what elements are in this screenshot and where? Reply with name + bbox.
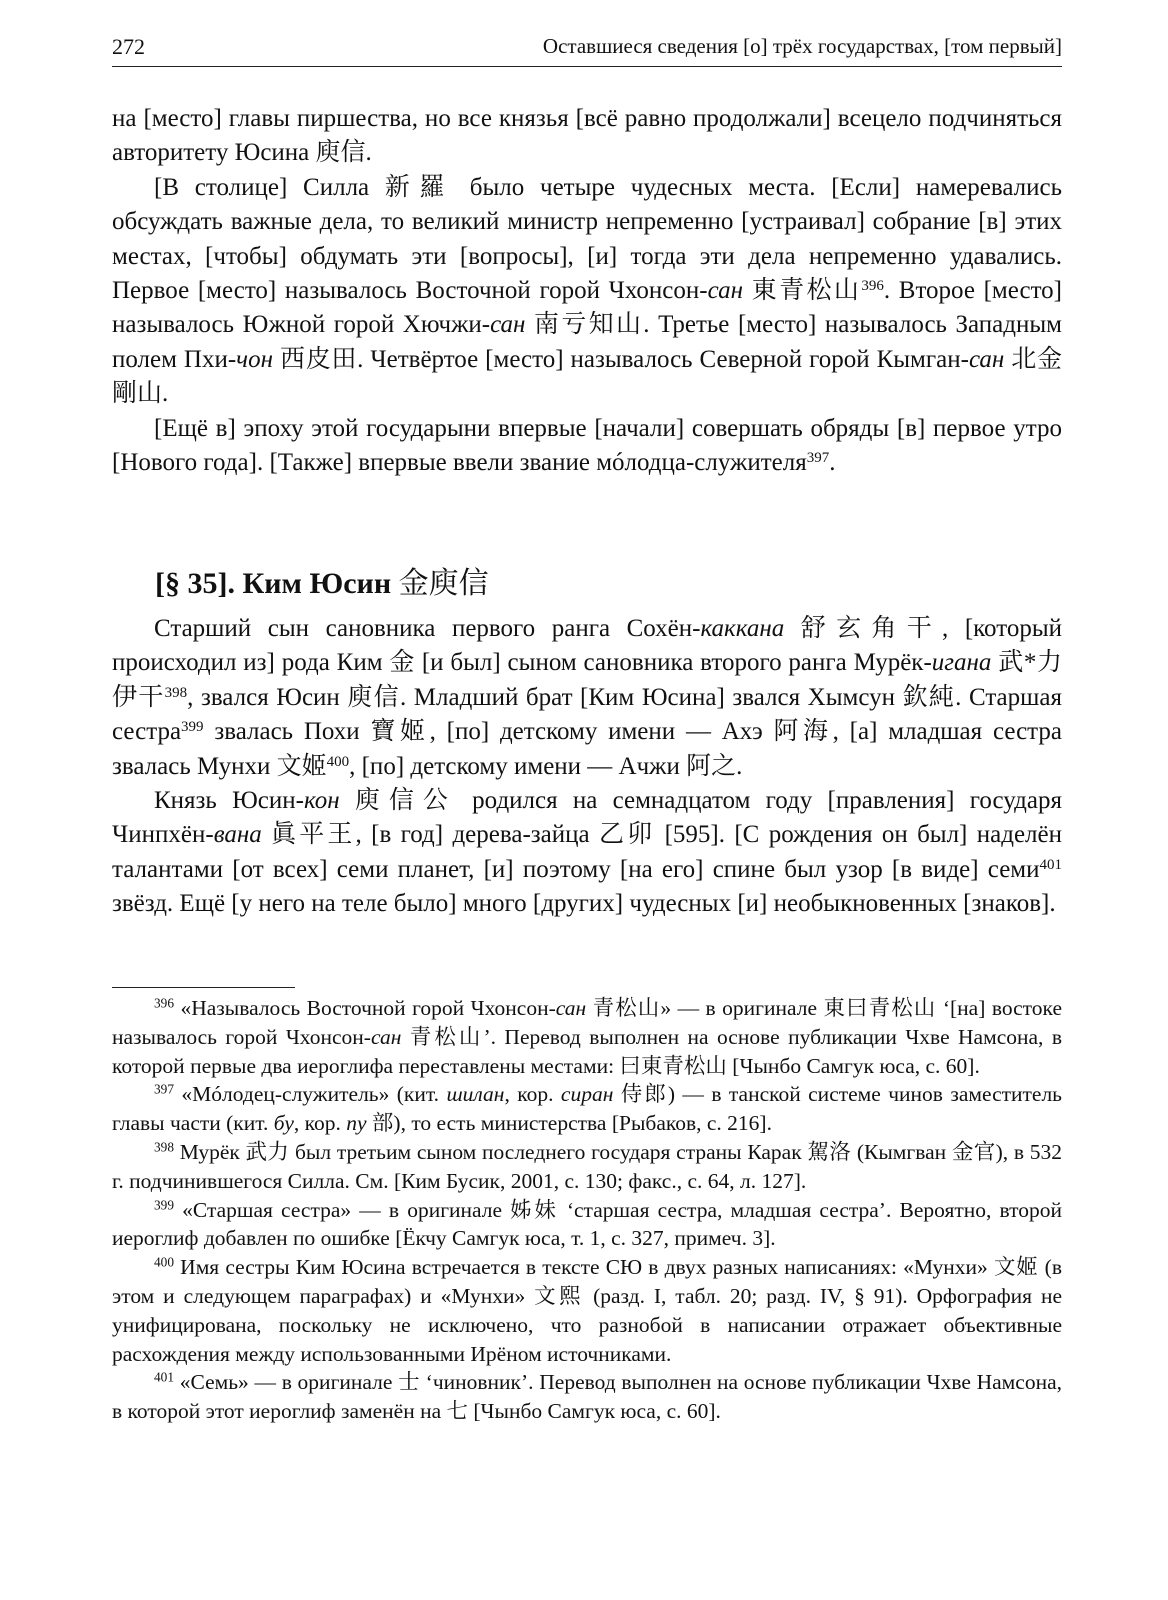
running-header (112, 32, 1062, 67)
footnote-397: $^{397}$ «Мóлодец-служитель» (кит. шилан, кор. сиран 侍郎) — в танской системе чинов заместитель главы части (кит. бу, кор. пу 部), то есть министерства [Рыбаков, с. 216]. (112, 1082, 1062, 1136)
paragraph: на [место] главы пиршества, но все князья [всё равно продолжали] всецело подчиняться авторитету Юсина 庾信. (112, 105, 1062, 167)
footnotes-block (112, 994, 1062, 1426)
footnote-399: $^{399}$ «Старшая сестра» — в оригинале 姊妹 ‘старшая сестра, младшая сестра’. Вероятно, второй иероглиф добавлен по ошибке [Ёкчу Самгук юса, т. 1, с. 327, примеч. 3]. (112, 1197, 1062, 1251)
footnote-401: $^{401}$ «Семь» — в оригинале 士 ‘чиновник’. Перевод выполнен на основе публикации Чхве Намсона, в которой этот иероглиф заменён на 七 [Чынбо Самгук юса, с. 60]. (112, 1370, 1062, 1424)
section-paragraph: Князь Юсин-кон 庾信公 родился на семнадцатом году [правления] государя Чинпхён-вана 眞平王, [в год] дерева-зайца 乙卯 [595]. [С рождения он был] наделён талантами [от всех] семи планет, [и] поэтому [на его] спине был узор [в виде] семи$^{401}$ звёзд. Ещё [у него на теле было] много [других] чудесных [и] необыкновенных [знаков]. (112, 787, 1062, 918)
running-title: Оставшиеся сведения [о] трёх государствах, [том первый] (542, 34, 1062, 58)
paragraph: [Ещё в] эпоху этой государыни впервые [начали] совершать обряды [в] первое утро [Нового года]. [Также] впервые ввели звание мóлодца-служителя$^{397}$. (112, 414, 1062, 477)
footnote-396: $^{396}$ «Называлось Восточной горой Чхонсон-сан 青松山» — в оригинале 東曰青松山 ‘[на] востоке называлось горой Чхонсон-сан 青松山’. Перевод выполнен на основе публикации Чхве Намсона, в которой первые два иероглифа переставлены местами: 曰東青松山 [Чынбо Самгук юса, с. 60]. (112, 995, 1063, 1078)
section-heading (155, 558, 489, 602)
section-number: [§ 35]. (155, 567, 243, 600)
footnote-400: $^{400}$ Имя сестры Ким Юсина встречается в тексте СЮ в двух разных написаниях: «Мунхи» 文姬 (в этом и следующем параграфах) и «Мунхи» 文熙 (разд. I, табл. 20; разд. IV, § 91). Орфография не унифицирована, поскольку не исключено, что разнобой в написании отражает объективные расхождения между использованными Ирёном источниками. (112, 1254, 1062, 1366)
main-text-block (112, 102, 1062, 480)
footnote-398: $^{398}$ Мурёк 武力 был третьим сыном последнего государя страны Карак 駕洛 (Кымгван 金官), в 532 г. подчинившегося Силла. См. [Ким Бусик, 2001, с. 130; факс., с. 64, л. 127]. (112, 1139, 1062, 1193)
footnote-separator (112, 987, 295, 988)
section-title: Ким Юсин (242, 567, 392, 600)
page-number: 272 (112, 34, 145, 59)
paragraph: [В столице] Силла 新羅 было четыре чудесных места. [Если] намеревались обсуждать важные дела, то великий министр непременно [устраивал] собрание [в] этих местах, [чтобы] обдумать эти [вопросы], [и] тогда эти дела непременно удавались. Первое [место] называлось Восточной горой Чхонсон-сан 東青松山$^{396}$. Второе [место] называлось Южной горой Хючжи-сан 南亏知山. Третье [место] называлось Западным полем Пхи-чон 西皮田. Четвёртое [место] называлось Северной горой Кымган-сан 北金剛山. (112, 173, 1062, 408)
section-paragraph: Старший сын сановника первого ранга Сохён-каккана 舒玄角干, [который происходил из] рода Ким 金 [и был] сыном сановника второго ранга Мурёк-игана 武*力伊干$^{398}$, звался Юсин 庾信. Младший брат [Ким Юсина] звался Хымсун 欽純. Старшая сестра$^{399}$ звалась Похи 寶姬, [по] детскому имени — Ахэ 阿海, [а] младшая сестра звалась Мунхи 文姬$^{400}$, [по] детскому имени — Ачжи 阿之. (112, 615, 1062, 780)
section-text-block (112, 612, 1062, 922)
section-title-cjk: 金庾信 (391, 567, 489, 600)
